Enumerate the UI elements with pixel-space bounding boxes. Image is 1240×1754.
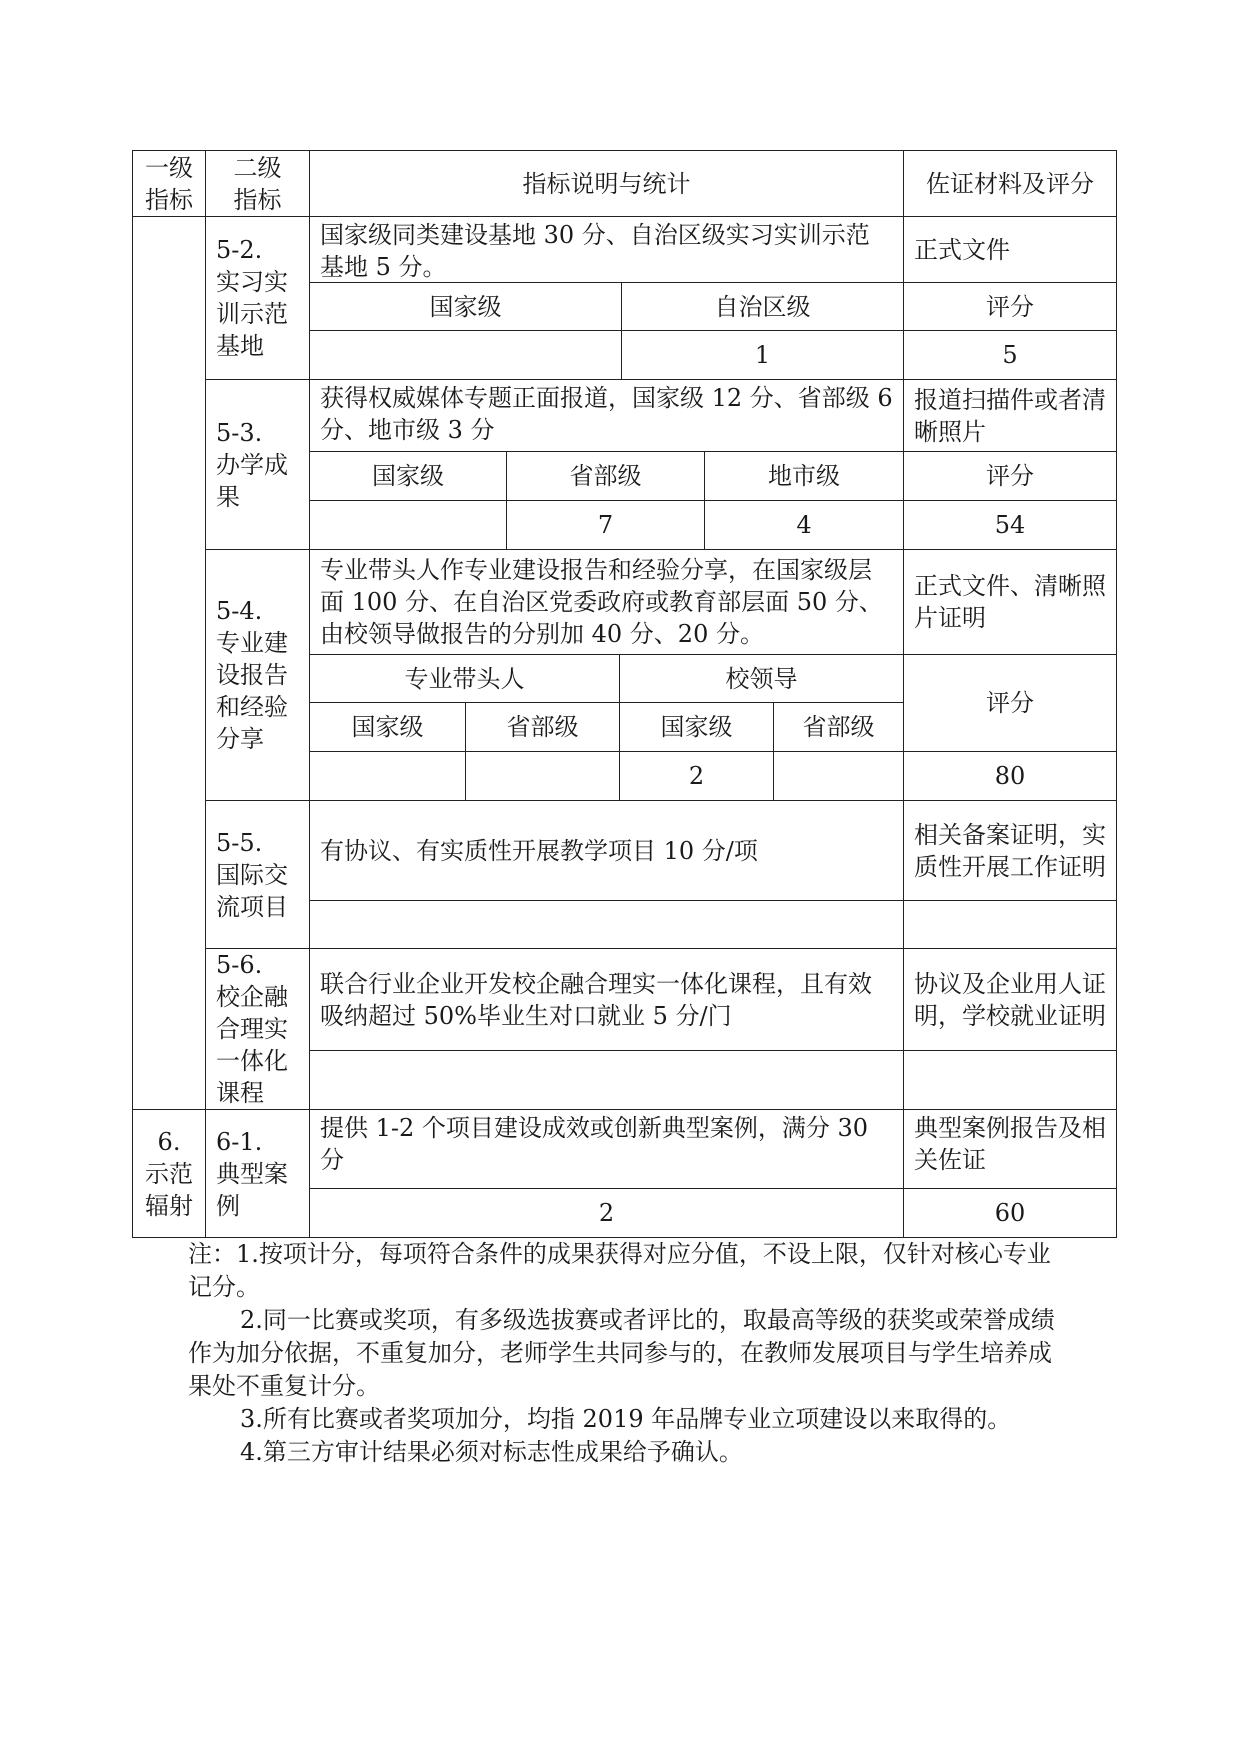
- s54-group-leader: 专业带头人: [309, 654, 620, 703]
- s52-description: 国家级同类建设基地 30 分、自治区级实习实训示范基地 5 分。: [309, 216, 904, 283]
- s52-score: 5: [903, 330, 1117, 380]
- s53-col-city: 地市级: [704, 451, 904, 501]
- s56-value: [309, 1050, 904, 1110]
- note-3: 3.所有比赛或者奖项加分，均指 2019 年品牌专业立项建设以来取得的。: [240, 1405, 1012, 1433]
- s53-name: 5-3. 办学成 果: [205, 379, 310, 550]
- s55-score: [903, 900, 1117, 949]
- header-level2: 二级 指标: [205, 150, 310, 217]
- note-1: 注：1.按项计分，每项符合条件的成果获得对应分值，不设上限，仅针对核心专业记分。: [188, 1240, 1051, 1301]
- s55-description: 有协议、有实质性开展教学项目 10 分/项: [309, 800, 904, 901]
- s53-description: 获得权威媒体专题正面报道，国家级 12 分、省部级 6 分、地市级 3 分: [309, 379, 904, 452]
- s54-col-leader-national: 国家级: [309, 702, 466, 752]
- s53-value-national: [309, 500, 507, 550]
- s53-col-national: 国家级: [309, 451, 507, 501]
- s52-evidence: 正式文件: [903, 216, 1117, 283]
- s54-col-score: 评分: [903, 654, 1117, 752]
- s55-name: 5-5. 国际交 流项目: [205, 800, 310, 949]
- s52-value-region: 1: [621, 330, 904, 380]
- s53-score: 54: [903, 500, 1117, 550]
- s56-description: 联合行业企业开发校企融合理实一体化课程，且有效吸纳超过 50%毕业生对口就业 5 分/门: [309, 948, 904, 1051]
- s54-group-school: 校领导: [619, 654, 904, 703]
- s54-score: 80: [903, 751, 1117, 801]
- s54-col-school-provincial: 省部级: [773, 702, 904, 752]
- s61-evidence: 典型案例报告及相关佐证: [903, 1109, 1117, 1189]
- s54-value-school-national: 2: [619, 751, 774, 801]
- s54-value-school-provincial: [773, 751, 904, 801]
- s55-value: [309, 900, 904, 949]
- header-description: 指标说明与统计: [309, 150, 904, 217]
- s55-evidence: 相关备案证明，实质性开展工作证明: [903, 800, 1117, 901]
- s61-name: 6-1. 典型案 例: [205, 1109, 310, 1238]
- s53-col-provincial: 省部级: [506, 451, 705, 501]
- s52-col-region: 自治区级: [621, 282, 904, 331]
- s53-value-provincial: 7: [506, 500, 705, 550]
- s61-value: 2: [309, 1188, 904, 1238]
- level1-blank-cell: [132, 216, 206, 1110]
- s52-name: 5-2. 实习实 训示范 基地: [205, 216, 310, 380]
- s53-evidence: 报道扫描件或者清晰照片: [903, 379, 1117, 452]
- s61-description: 提供 1-2 个项目建设成效或创新典型案例，满分 30 分: [309, 1109, 904, 1189]
- notes-section: [188, 1238, 1068, 1469]
- s53-value-city: 4: [704, 500, 904, 550]
- s54-col-school-national: 国家级: [619, 702, 774, 752]
- s53-col-score: 评分: [903, 451, 1117, 501]
- s52-col-national: 国家级: [309, 282, 622, 331]
- note-4: 4.第三方审计结果必须对标志性成果给予确认。: [240, 1438, 743, 1466]
- s54-value-leader-national: [309, 751, 466, 801]
- s54-name: 5-4. 专业建 设报告 和经验 分享: [205, 549, 310, 801]
- s6-level1: 6. 示范 辐射: [132, 1109, 206, 1238]
- s52-col-score: 评分: [903, 282, 1117, 331]
- s56-evidence: 协议及企业用人证明，学校就业证明: [903, 948, 1117, 1051]
- s56-name: 5-6. 校企融 合理实 一体化 课程: [205, 948, 310, 1110]
- s56-score: [903, 1050, 1117, 1110]
- s61-score: 60: [903, 1188, 1117, 1238]
- s54-col-leader-provincial: 省部级: [465, 702, 620, 752]
- indicator-table: [132, 150, 1117, 1238]
- s54-description: 专业带头人作专业建设报告和经验分享，在国家级层面 100 分、在自治区党委政府或教育部层面 50 分、由校领导做报告的分别加 40 分、20 分。: [309, 549, 904, 655]
- s54-evidence: 正式文件、清晰照片证明: [903, 549, 1117, 655]
- note-2: 2.同一比赛或奖项，有多级选拔赛或者评比的，取最高等级的获奖或荣誉成绩作为加分依据，不重复加分，老师学生共同参与的，在教师发展项目与学生培养成果处不重复计分。: [188, 1306, 1055, 1400]
- header-level1: 一级 指标: [132, 150, 206, 217]
- s54-value-leader-provincial: [465, 751, 620, 801]
- s52-value-national: [309, 330, 622, 380]
- header-evidence: 佐证材料及评分: [903, 150, 1117, 217]
